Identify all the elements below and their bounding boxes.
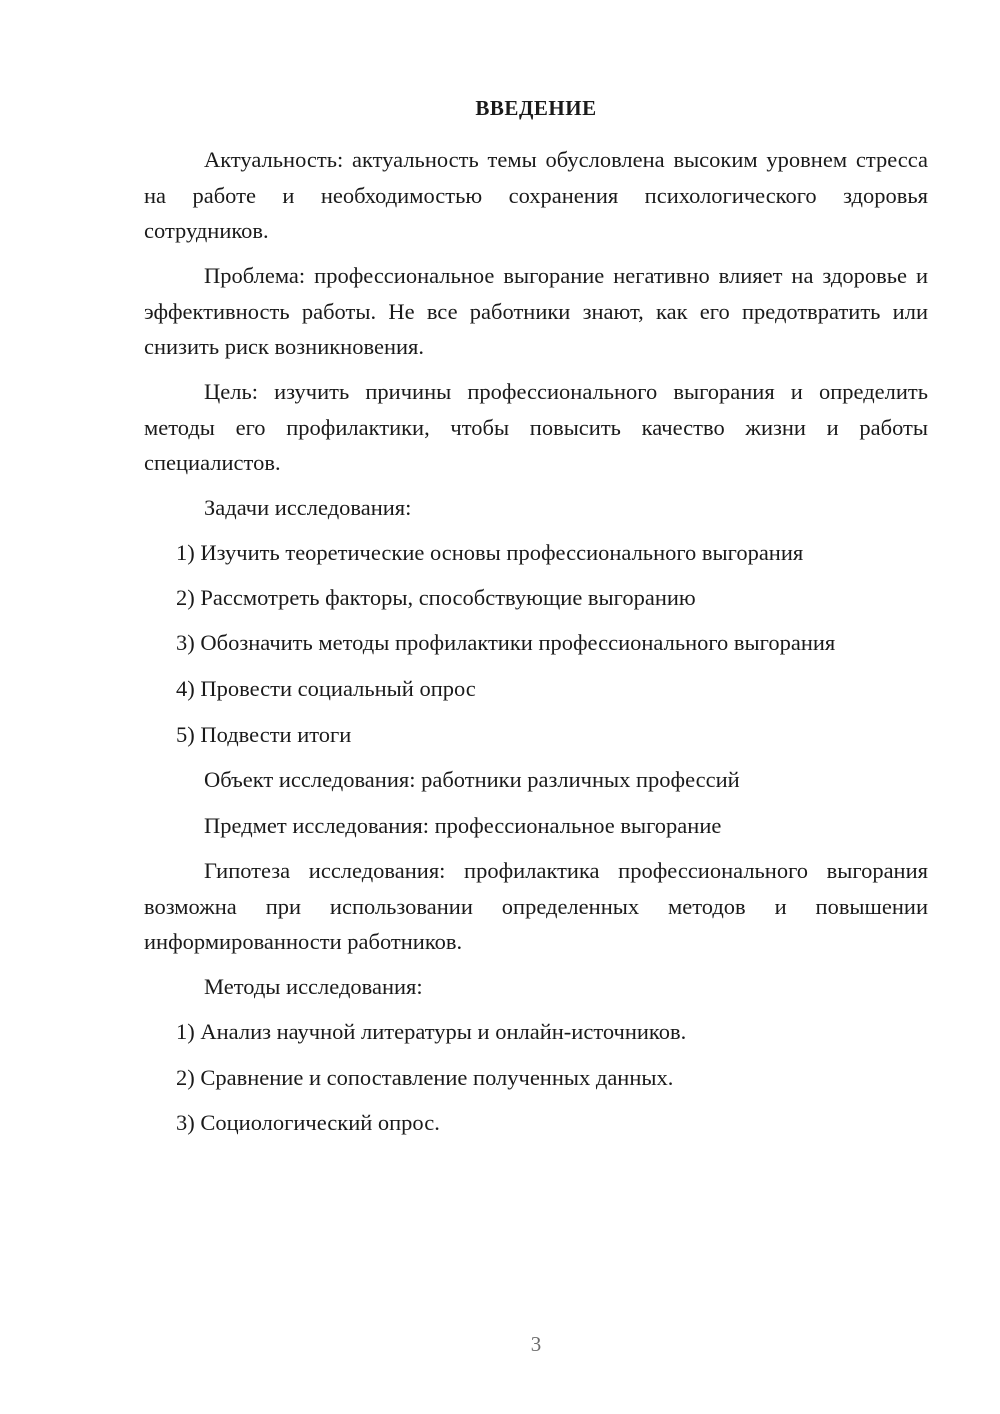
research-object: Объект исследования: работники различных профессий	[204, 767, 740, 792]
hypothesis-paragraph: Гипотеза исследования: профилактика профессионального выгорания возможна при использовании определенных методов и повышении информированности работников.	[144, 858, 928, 954]
method-item: 1) Анализ научной литературы и онлайн-источников.	[176, 1019, 687, 1044]
task-item: 4) Провести социальный опрос	[176, 676, 476, 701]
problem-paragraph: Проблема: профессиональное выгорание негативно влияет на здоровье и эффективность работы. Не все работники знают, как его предотвратить или снизить риск возникновения.	[144, 263, 928, 359]
task-item: 3) Обозначить методы профилактики профессионального выгорания	[176, 630, 836, 655]
method-item: 2) Сравнение и сопоставление полученных данных.	[176, 1065, 674, 1090]
methods-heading: Методы исследования:	[204, 974, 423, 999]
research-subject: Предмет исследования: профессиональное выгорание	[204, 813, 722, 838]
method-item: 3) Социологический опрос.	[176, 1110, 440, 1135]
page-number: 3	[530, 1332, 542, 1356]
task-item: 1) Изучить теоретические основы профессионального выгорания	[176, 540, 804, 565]
goal-paragraph: Цель: изучить причины профессионального выгорания и определить методы его профилактики, чтобы повысить качество жизни и работы специалистов.	[144, 379, 928, 475]
task-item: 5) Подвести итоги	[176, 722, 352, 747]
tasks-heading: Задачи исследования:	[204, 495, 412, 520]
relevance-paragraph: Актуальность: актуальность темы обусловлена высоким уровнем стресса на работе и необходимостью сохранения психологического здоровья сотрудников.	[144, 147, 928, 243]
section-title: ВВЕДЕНИЕ	[475, 96, 597, 120]
task-item: 2) Рассмотреть факторы, способствующие выгоранию	[176, 585, 696, 610]
